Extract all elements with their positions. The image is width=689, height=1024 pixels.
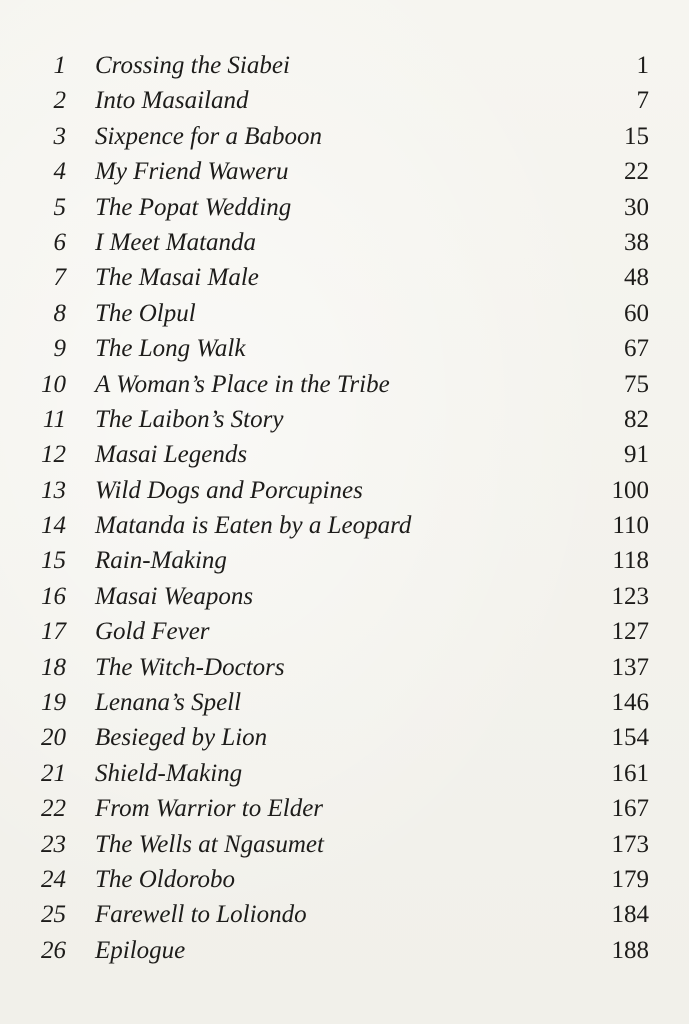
page-number: 184	[611, 901, 649, 929]
chapter-number: 4	[53, 158, 66, 186]
page-number: 161	[611, 759, 649, 787]
toc-entry	[0, 296, 689, 331]
toc-entry	[0, 791, 689, 826]
chapter-title: Gold Fever	[95, 618, 210, 646]
chapter-title: Epilogue	[95, 936, 186, 964]
chapter-title: The Wells at Ngasumet	[95, 830, 324, 858]
chapter-number: 15	[41, 547, 66, 575]
toc-entry	[0, 473, 689, 508]
chapter-title: The Oldorobo	[95, 865, 236, 893]
chapter-title: Matanda is Eaten by a Leopard	[95, 512, 412, 540]
chapter-title: The Olpul	[95, 299, 196, 327]
page-number: 167	[611, 795, 649, 823]
toc-entry	[0, 685, 689, 720]
chapter-title: Sixpence for a Baboon	[95, 122, 323, 150]
page-number: 1	[636, 52, 649, 79]
toc-entry	[0, 367, 689, 402]
toc-entry	[0, 119, 689, 154]
page-number: 110	[612, 512, 649, 540]
toc-entry	[0, 650, 689, 685]
page-number: 146	[611, 689, 649, 717]
chapter-title: Farewell to Loliondo	[95, 901, 307, 929]
chapter-title: Masai Legends	[95, 441, 248, 469]
chapter-number: 11	[42, 405, 66, 433]
chapter-number: 19	[41, 689, 66, 717]
chapter-number: 18	[41, 653, 66, 681]
toc-entry	[0, 402, 689, 437]
chapter-number: 17	[41, 618, 66, 646]
page-number: 118	[612, 547, 649, 575]
chapter-title: Masai Weapons	[95, 582, 254, 610]
toc-entry	[0, 225, 689, 260]
page-number: 7	[636, 87, 649, 115]
chapter-title: My Friend Waweru	[95, 158, 289, 186]
page-number: 75	[624, 370, 649, 398]
page-number: 60	[624, 299, 649, 327]
toc-entry	[0, 83, 689, 118]
chapter-title: From Warrior to Elder	[95, 795, 324, 823]
page-number: 137	[611, 653, 649, 681]
toc-entry	[0, 897, 689, 932]
chapter-title: Rain-Making	[95, 547, 227, 575]
toc-entry	[0, 756, 689, 791]
chapter-title: A Woman’s Place in the Tribe	[95, 370, 390, 398]
chapter-title: Shield-Making	[95, 759, 243, 787]
toc-entry	[0, 154, 689, 189]
page-number: 22	[624, 158, 649, 186]
page-number: 67	[624, 335, 649, 363]
page-number: 15	[624, 122, 649, 150]
chapter-number: 16	[41, 582, 66, 610]
page-number: 179	[611, 865, 649, 893]
chapter-number: 20	[41, 724, 66, 752]
toc-entry	[0, 827, 689, 862]
chapter-title: The Laibon’s Story	[95, 405, 284, 433]
chapter-title: The Popat Wedding	[95, 193, 292, 221]
page-number: 188	[611, 936, 649, 964]
chapter-number: 5	[53, 193, 66, 221]
chapter-title: Crossing the Siabei	[95, 52, 290, 79]
chapter-number: 1	[53, 52, 66, 79]
toc-entry	[0, 862, 689, 897]
page-number: 173	[611, 830, 649, 858]
page-number: 82	[624, 405, 649, 433]
chapter-title: Besieged by Lion	[95, 724, 268, 752]
page-number: 127	[611, 618, 649, 646]
toc-entry	[0, 933, 689, 968]
page-number: 30	[624, 193, 649, 221]
chapter-number: 24	[41, 865, 66, 893]
page-number: 91	[624, 441, 649, 469]
chapter-number: 3	[53, 122, 66, 150]
toc-entry	[0, 720, 689, 755]
chapter-number: 26	[41, 936, 66, 964]
chapter-number: 25	[41, 901, 66, 929]
chapter-number: 6	[53, 228, 66, 256]
page-number: 154	[611, 724, 649, 752]
page-number: 100	[611, 476, 649, 504]
chapter-title: Wild Dogs and Porcupines	[95, 476, 363, 504]
toc-entry	[0, 579, 689, 614]
chapter-number: 8	[53, 299, 66, 327]
page-number: 123	[611, 582, 649, 610]
page-number: 48	[624, 264, 649, 292]
toc-entry	[0, 260, 689, 295]
chapter-title: The Long Walk	[95, 335, 246, 363]
toc-entry	[0, 508, 689, 543]
toc-entry	[0, 543, 689, 578]
chapter-number: 13	[41, 476, 66, 504]
toc-entry	[0, 331, 689, 366]
chapter-title: The Witch-Doctors	[95, 653, 285, 681]
chapter-number: 23	[41, 830, 66, 858]
chapter-number: 7	[53, 264, 66, 292]
chapter-number: 21	[41, 759, 66, 787]
page-number: 38	[624, 228, 649, 256]
chapter-number: 22	[41, 795, 66, 823]
chapter-number: 10	[41, 370, 66, 398]
chapter-number: 14	[41, 512, 66, 540]
chapter-title: The Masai Male	[95, 264, 259, 292]
table-of-contents	[0, 48, 689, 968]
toc-entry	[0, 437, 689, 472]
toc-entry	[0, 614, 689, 649]
toc-entry	[0, 48, 689, 83]
toc-entry	[0, 190, 689, 225]
chapter-number: 9	[53, 335, 66, 363]
chapter-title: I Meet Matanda	[95, 228, 257, 256]
chapter-number: 12	[41, 441, 66, 469]
chapter-title: Into Masailand	[95, 87, 249, 115]
chapter-number: 2	[53, 87, 66, 115]
chapter-title: Lenana’s Spell	[95, 689, 242, 717]
